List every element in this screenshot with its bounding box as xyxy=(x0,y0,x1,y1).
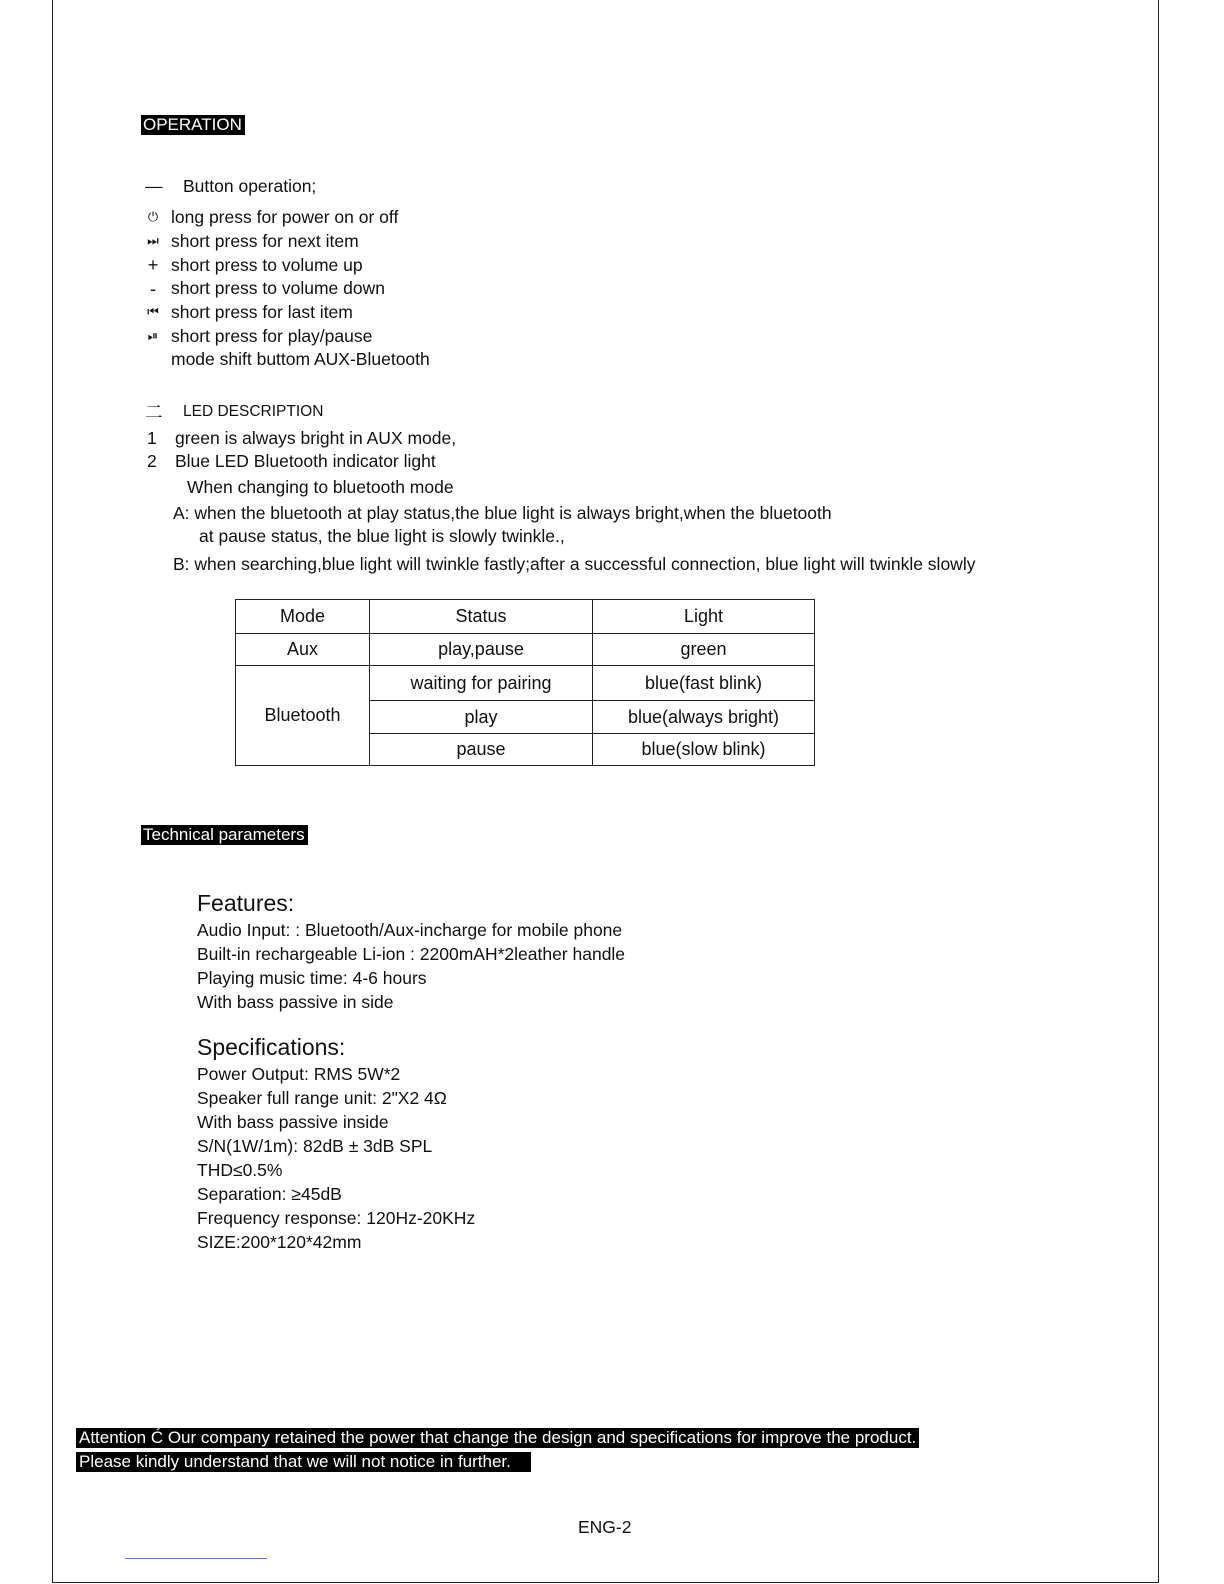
specifications-list xyxy=(197,1062,475,1254)
button-section-marker: — xyxy=(145,176,163,196)
table-cell: Aux xyxy=(236,634,370,666)
table-cell: play,pause xyxy=(370,634,593,666)
table-header-cell: Status xyxy=(370,600,593,634)
spec-line: With bass passive inside xyxy=(197,1112,389,1132)
page-number: ENG-2 xyxy=(578,1517,632,1537)
table-cell: Bluetooth xyxy=(236,666,370,766)
plus-icon: + xyxy=(147,255,159,275)
button-item: short press to volume up xyxy=(171,255,363,275)
spec-line: Separation: ≥45dB xyxy=(197,1184,342,1204)
led-item-text: green is always bright in AUX mode, xyxy=(175,428,457,448)
led-sub-heading: When changing to bluetooth mode xyxy=(187,477,454,497)
spec-line: S/N(1W/1m): 82dB ± 3dB SPL xyxy=(197,1136,433,1156)
spec-line: Speaker full range unit: 2"X2 4Ω xyxy=(197,1088,447,1108)
table-cell: pause xyxy=(370,734,593,766)
feature-line: Playing music time: 4-6 hours xyxy=(197,968,427,988)
operation-heading: OPERATION xyxy=(141,115,245,135)
footer-rule xyxy=(125,1558,267,1559)
feature-line: Audio Input: : Bluetooth/Aux-incharge for mobile phone xyxy=(197,920,623,940)
table-cell: play xyxy=(370,701,593,734)
led-note-a-line1: A: when the bluetooth at play status,the blue light is always bright,when the bluetooth xyxy=(173,503,832,523)
feature-line: Built-in rechargeable Li-ion : 2200mAH*2leather handle xyxy=(197,944,626,964)
button-item: long press for power on or off xyxy=(171,207,399,227)
table-row xyxy=(236,666,815,701)
next-icon: ⏭ xyxy=(147,233,159,248)
feature-line: With bass passive in side xyxy=(197,992,394,1012)
attention-line-2: Please kindly understand that we will not notice in further. xyxy=(76,1452,531,1472)
button-item: short press for next item xyxy=(171,231,359,251)
table-cell: waiting for pairing xyxy=(370,666,593,701)
table-cell: blue(always bright) xyxy=(593,701,815,734)
table-row xyxy=(236,634,815,666)
table-cell: blue(fast blink) xyxy=(593,666,815,701)
specifications-title: Specifications: xyxy=(197,1034,346,1060)
technical-heading: Technical parameters xyxy=(141,825,308,845)
features-list xyxy=(197,918,625,1014)
previous-icon: ⏮ xyxy=(147,304,159,319)
play-pause-icon: ⏯ xyxy=(147,328,159,343)
features-title: Features: xyxy=(197,890,295,916)
button-item: short press to volume down xyxy=(171,278,385,298)
button-section-title: Button operation; xyxy=(183,176,317,196)
button-item: short press for last item xyxy=(171,302,353,322)
button-item: short press for play/pause xyxy=(171,326,373,346)
table-header-row xyxy=(236,600,815,634)
table-cell: blue(slow blink) xyxy=(593,734,815,766)
minus-icon: - xyxy=(150,279,156,299)
led-table xyxy=(235,599,815,766)
led-item-text: Blue LED Bluetooth indicator light xyxy=(175,451,436,471)
led-section-marker: 二 xyxy=(145,402,163,422)
attention-line-1: Attention Ć Our company retained the power that change the design and specifications for improve the product. xyxy=(76,1428,919,1448)
spec-line: SIZE:200*120*42mm xyxy=(197,1232,362,1252)
led-item-number: 1 xyxy=(147,428,157,448)
led-section-title: LED DESCRIPTION xyxy=(183,403,324,420)
led-note-a-line2: at pause status, the blue light is slowly twinkle., xyxy=(199,526,565,546)
spec-line: Power Output: RMS 5W*2 xyxy=(197,1064,401,1084)
led-item-number: 2 xyxy=(147,451,157,471)
power-icon: ⏻ xyxy=(147,209,159,224)
button-item: mode shift buttom AUX-Bluetooth xyxy=(171,349,430,369)
table-cell: green xyxy=(593,634,815,666)
spec-line: Frequency response: 120Hz-20KHz xyxy=(197,1208,476,1228)
spec-line: THD≤0.5% xyxy=(197,1160,283,1180)
table-header-cell: Mode xyxy=(236,600,370,634)
led-note-b: B: when searching,blue light will twinkle fastly;after a successful connection, blue light will twinkle slowly xyxy=(173,554,976,574)
table-header-cell: Light xyxy=(593,600,815,634)
